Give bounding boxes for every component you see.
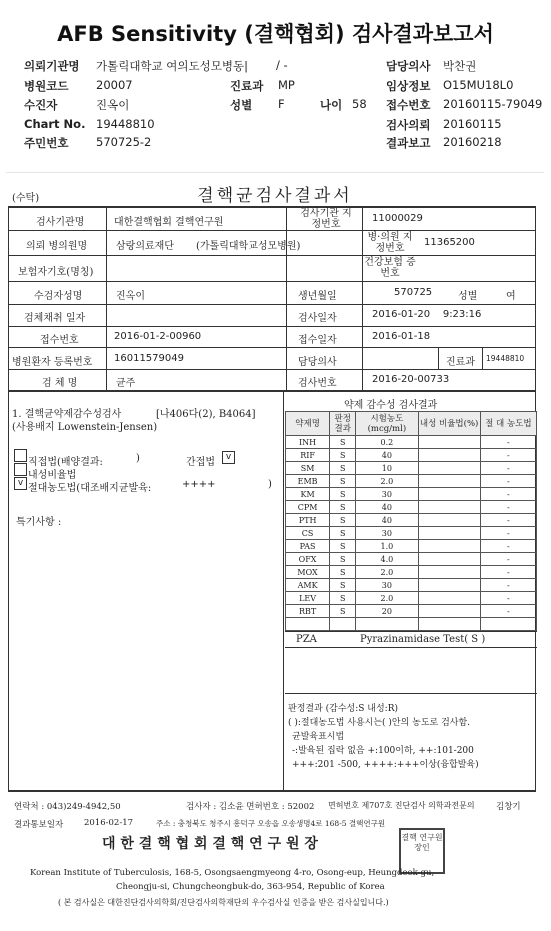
label-hospital-name: 의뢰 병의원명	[26, 241, 88, 252]
drug-result-cell: S	[330, 540, 356, 553]
col-divider	[362, 206, 363, 391]
drug-header-concentration: 시험농도 (mcg/ml)	[356, 412, 418, 436]
legend-line-1: 판정결과 (감수성:S 내성:R)	[288, 704, 398, 714]
footer-certification-note: ( 본 검사실은 대한진단검사의학회/진단검사의학재단의 우수검사실 인증을 받은 검사실입니다.)	[58, 898, 389, 907]
drug-absolute-cell: -	[480, 579, 536, 592]
header-value-hospital-code: 20007	[96, 78, 133, 92]
table-row	[286, 618, 537, 631]
header-value-receipt-no: 20160115-79049	[443, 97, 543, 111]
value-hospital-sub: (가톨릭대학교성모병원)	[196, 241, 301, 252]
ratio-method-label: 내성비율법	[28, 470, 77, 481]
drug-header-absolute: 절 대 농도법	[480, 412, 536, 436]
row-divider	[8, 255, 536, 256]
legend-line-4: -:발육된 집락 없음 +:100이하, ++:101-200	[292, 746, 474, 756]
col-divider	[482, 348, 483, 370]
drug-ratio-cell	[418, 462, 480, 475]
header-label-institution: 의뢰기관명	[24, 59, 80, 73]
value-hospital-name: 삼랑의료재단	[116, 241, 174, 252]
pza-divider	[285, 647, 537, 648]
table-row	[286, 488, 537, 501]
drug-name-cell: RBT	[286, 605, 330, 618]
drug-header-ratio: 내성 비율법(%)	[418, 412, 480, 436]
drug-absolute-cell: -	[480, 462, 536, 475]
direct-method-close: )	[136, 453, 140, 464]
row-divider	[8, 390, 536, 392]
drug-absolute-cell: -	[480, 436, 536, 449]
footer-english-address-1: Korean Institute of Tuberculosis, 168-5, Osongsaengmyeong 4-ro, Osong-eup, Heungdeok-gu,	[30, 868, 435, 878]
drug-ratio-cell	[418, 605, 480, 618]
table-row	[286, 501, 537, 514]
header-value-resident-no: 570725-2	[96, 135, 152, 149]
drug-ratio-cell	[418, 566, 480, 579]
header-label-hospital-code: 병원코드	[24, 79, 69, 93]
drug-header-name: 약제명	[286, 412, 330, 436]
report-title: AFB Sensitivity (결핵협회) 검사결과보고서	[57, 22, 494, 46]
drug-ratio-cell	[418, 436, 480, 449]
ratio-method-checkbox[interactable]	[14, 463, 27, 476]
drug-absolute-cell: -	[480, 501, 536, 514]
table-row	[286, 527, 537, 540]
header-value-doctor: 박찬권	[443, 59, 477, 73]
scanned-result-form	[6, 172, 544, 920]
value-hospital-number: 11365200	[424, 237, 475, 248]
drug-concentration-cell: 30	[356, 488, 418, 501]
receipt-mark: (수탁)	[12, 193, 40, 204]
drug-concentration-cell: 40	[356, 501, 418, 514]
drug-concentration-cell	[356, 618, 418, 631]
table-row	[286, 514, 537, 527]
drug-absolute-cell: -	[480, 449, 536, 462]
drug-ratio-cell	[418, 579, 480, 592]
drug-concentration-cell: 10	[356, 462, 418, 475]
pza-label: PZA	[296, 634, 317, 645]
drug-absolute-cell: -	[480, 488, 536, 501]
drug-name-cell: CPM	[286, 501, 330, 514]
drug-name-cell: PTH	[286, 514, 330, 527]
table-row	[286, 436, 537, 449]
row-divider	[8, 369, 536, 370]
drug-ratio-cell	[418, 527, 480, 540]
col-divider	[106, 206, 107, 391]
value-lab-name: 대한결핵협회 결핵연구원	[114, 217, 224, 228]
pza-value: Pyrazinamidase Test( S )	[360, 634, 486, 645]
col-divider	[286, 206, 287, 391]
value-test-date: 2016-01-20 9:23:16	[372, 309, 482, 320]
table-row	[286, 566, 537, 579]
value-test-number: 2016-20-00733	[372, 374, 450, 385]
row-divider	[8, 281, 536, 282]
label-lab-number: 검사기관 지정번호	[300, 208, 352, 230]
drug-result-cell: S	[330, 553, 356, 566]
value-dob: 570725	[394, 287, 433, 298]
header-label-clinical-info: 임상정보	[386, 79, 431, 93]
header-value-institution: 가톨릭대학교 여의도성모병동|	[96, 59, 248, 73]
drug-table-header	[286, 412, 537, 436]
lower-bottom-border	[8, 790, 536, 792]
drug-ratio-cell	[418, 592, 480, 605]
header-slash: / -	[276, 58, 288, 72]
table-row	[286, 592, 537, 605]
drug-ratio-cell	[418, 514, 480, 527]
drug-absolute-cell	[480, 618, 536, 631]
drug-ratio-cell	[418, 488, 480, 501]
drug-ratio-cell	[418, 449, 480, 462]
legend-divider	[285, 693, 537, 694]
table-row	[286, 579, 537, 592]
drug-result-cell: S	[330, 566, 356, 579]
value-examinee: 진옥이	[116, 291, 145, 302]
drug-name-cell: LEV	[286, 592, 330, 605]
row-divider	[8, 230, 536, 231]
drug-absolute-cell: -	[480, 553, 536, 566]
footer-address-kr: 주소 : 충청북도 청주시 흥덕구 오송읍 오송생명4로 168-5 결핵연구원	[156, 819, 386, 828]
table-row	[286, 540, 537, 553]
drug-susceptibility-table	[285, 411, 537, 631]
label-receipt-date: 접수일자	[298, 335, 337, 346]
header-label-dept: 진료과	[230, 79, 264, 93]
value-specimen: 균주	[116, 378, 136, 389]
drug-result-cell: S	[330, 501, 356, 514]
absolute-method-close: )	[268, 479, 272, 490]
label-health-insurance: 건강보험 증번호	[364, 257, 416, 279]
drug-header-result: 판정 결과	[330, 412, 356, 436]
drug-result-cell	[330, 618, 356, 631]
absolute-method-checkbox[interactable]: v	[14, 477, 27, 490]
method-line-2: (사용배지 Lowenstein-Jensen)	[12, 422, 158, 433]
table-row	[286, 475, 537, 488]
official-seal: 결핵 연구원 장인	[399, 828, 445, 874]
drug-concentration-cell: 20	[356, 605, 418, 618]
table-left-border	[8, 206, 9, 391]
legend-line-2: ( ):절대농도법 사용시는( )안의 농도로 검사함.	[288, 718, 471, 728]
header-label-receipt-no: 접수번호	[386, 98, 431, 112]
label-hospital-number: 병·의원 지정번호	[367, 232, 413, 254]
indirect-method-label: 간접법	[186, 457, 215, 468]
drug-concentration-cell: 40	[356, 514, 418, 527]
drug-ratio-cell	[418, 501, 480, 514]
footer-english-address-2: Cheongju-si, Chungcheongbuk-do, 363-954, Republic of Korea	[116, 882, 385, 892]
label-test-number: 검사번호	[298, 378, 337, 389]
value-lab-number: 11000029	[372, 213, 423, 224]
footer-org-name: 대 한 결 핵 협 회 결 핵 연 구 원 장	[102, 836, 318, 852]
footer-tester: 검사자 : 김소윤 면허번호 : 52002	[186, 802, 315, 812]
drug-concentration-cell: 4.0	[356, 553, 418, 566]
value-receipt-number: 2016-01-2-00960	[114, 331, 202, 342]
footer-date-label: 결과통보일자	[14, 820, 64, 830]
legend-line-5: +++:201 -500, ++++:+++이상(융합발육)	[292, 760, 479, 770]
drug-concentration-cell: 2.0	[356, 592, 418, 605]
absolute-method-growth: ++++	[182, 479, 216, 490]
special-notes-label: 특기사항 :	[16, 517, 62, 528]
drug-name-cell	[286, 618, 330, 631]
drug-absolute-cell: -	[480, 527, 536, 540]
direct-method-checkbox[interactable]	[14, 449, 27, 462]
row-divider	[8, 347, 536, 348]
header-label-chart-no: Chart No.	[24, 117, 86, 131]
drug-result-cell: S	[330, 579, 356, 592]
value-receipt-date: 2016-01-18	[372, 331, 431, 342]
form-title: 결핵균검사결과서	[197, 186, 353, 206]
drug-concentration-cell: 1.0	[356, 540, 418, 553]
footer-contact: 연락처 : 043)249-4942,50	[14, 802, 121, 812]
drug-concentration-cell: 0.2	[356, 436, 418, 449]
drug-name-cell: MOX	[286, 566, 330, 579]
label-registration-number: 병원환자 등록번호	[12, 357, 93, 368]
drug-ratio-cell	[418, 475, 480, 488]
footer-signer: 김창기	[496, 802, 521, 812]
drug-result-cell: S	[330, 475, 356, 488]
drug-result-cell: S	[330, 527, 356, 540]
footer-date-value: 2016-02-17	[84, 818, 134, 828]
header-value-report-date: 20160218	[443, 135, 502, 149]
value-registration-number: 16011579049	[114, 353, 184, 364]
drug-result-cell: S	[330, 436, 356, 449]
header-value-age: 58	[352, 97, 367, 111]
drug-name-cell: RIF	[286, 449, 330, 462]
header-value-patient: 진옥이	[96, 98, 130, 112]
header-label-patient: 수진자	[24, 98, 58, 112]
label-gender: 성별	[458, 291, 478, 302]
drug-name-cell: EMB	[286, 475, 330, 488]
table-row	[286, 605, 537, 618]
row-divider	[8, 304, 536, 305]
table-row	[286, 462, 537, 475]
drug-table-title: 약제 감수성 검사결과	[344, 400, 438, 411]
label-specimen: 검 체 명	[42, 378, 78, 389]
drug-concentration-cell: 2.0	[356, 566, 418, 579]
header-label-age: 나이	[320, 98, 343, 112]
drug-concentration-cell: 2.0	[356, 475, 418, 488]
table-top-border	[8, 206, 536, 208]
drug-absolute-cell: -	[480, 605, 536, 618]
header-value-chart-no: 19448810	[96, 117, 155, 131]
label-receipt-number: 접수번호	[40, 335, 79, 346]
drug-name-cell: KM	[286, 488, 330, 501]
label-lab-name: 검사기관명	[36, 217, 85, 228]
drug-name-cell: OFX	[286, 553, 330, 566]
table-right-border	[535, 206, 536, 391]
indirect-method-checkbox[interactable]: v	[222, 451, 235, 464]
direct-method-label: 직접법(배양결과:	[28, 457, 103, 468]
pza-divider	[285, 631, 537, 632]
drug-result-cell: S	[330, 592, 356, 605]
header-label-report-date: 결과보고	[386, 136, 431, 150]
drug-concentration-cell: 40	[356, 449, 418, 462]
drug-result-cell: S	[330, 488, 356, 501]
header-label-doctor: 담당의사	[386, 59, 431, 73]
drug-absolute-cell: -	[480, 540, 536, 553]
header-label-resident-no: 주민번호	[24, 136, 69, 150]
footer-license: 면허번호 제707호 진단검사 의학과전문의	[328, 801, 475, 810]
label-doctor-in-charge: 담당의사	[298, 357, 337, 368]
table-row	[286, 449, 537, 462]
drug-result-cell: S	[330, 449, 356, 462]
drug-result-cell: S	[330, 605, 356, 618]
lower-left-border	[8, 390, 9, 790]
drug-name-cell: SM	[286, 462, 330, 475]
drug-absolute-cell: -	[480, 475, 536, 488]
drug-name-cell: AMK	[286, 579, 330, 592]
drug-ratio-cell	[418, 553, 480, 566]
drug-ratio-cell	[418, 540, 480, 553]
legend-line-3: 균발육표시법	[292, 732, 345, 742]
row-divider	[8, 326, 536, 327]
drug-absolute-cell: -	[480, 514, 536, 527]
drug-name-cell: CS	[286, 527, 330, 540]
drug-concentration-cell: 30	[356, 579, 418, 592]
header-value-sex: F	[278, 97, 285, 111]
method-code: [나406다(2), B4064]	[156, 409, 256, 420]
drug-result-cell: S	[330, 462, 356, 475]
label-insurer: 보험자기호(명칭)	[18, 267, 94, 278]
header-label-request-date: 검사의뢰	[386, 118, 431, 132]
lower-mid-divider	[283, 390, 284, 790]
col-divider	[438, 348, 439, 370]
label-test-date: 검사일자	[298, 313, 337, 324]
drug-concentration-cell: 30	[356, 527, 418, 540]
drug-ratio-cell	[418, 618, 480, 631]
table-row	[286, 553, 537, 566]
header-value-clinical-info: O15MU18L0	[443, 78, 514, 92]
drug-name-cell: INH	[286, 436, 330, 449]
label-collection-date: 검체채취 일자	[24, 313, 86, 324]
absolute-method-label: 절대농도법(대조배지균발육:	[28, 483, 152, 494]
label-examinee: 수검자성명	[34, 291, 83, 302]
label-dob: 생년월일	[298, 291, 337, 302]
value-gender: 여	[506, 291, 516, 302]
drug-absolute-cell: -	[480, 592, 536, 605]
drug-absolute-cell: -	[480, 566, 536, 579]
drug-name-cell: PAS	[286, 540, 330, 553]
value-department: 19448810	[486, 354, 525, 363]
header-label-sex: 성별	[230, 98, 253, 112]
header-value-request-date: 20160115	[443, 117, 502, 131]
method-line-1: 1. 결핵균약제감수성검사	[12, 409, 122, 420]
label-department: 진료과	[446, 357, 475, 368]
header-value-dept: MP	[278, 78, 295, 92]
drug-result-cell: S	[330, 514, 356, 527]
